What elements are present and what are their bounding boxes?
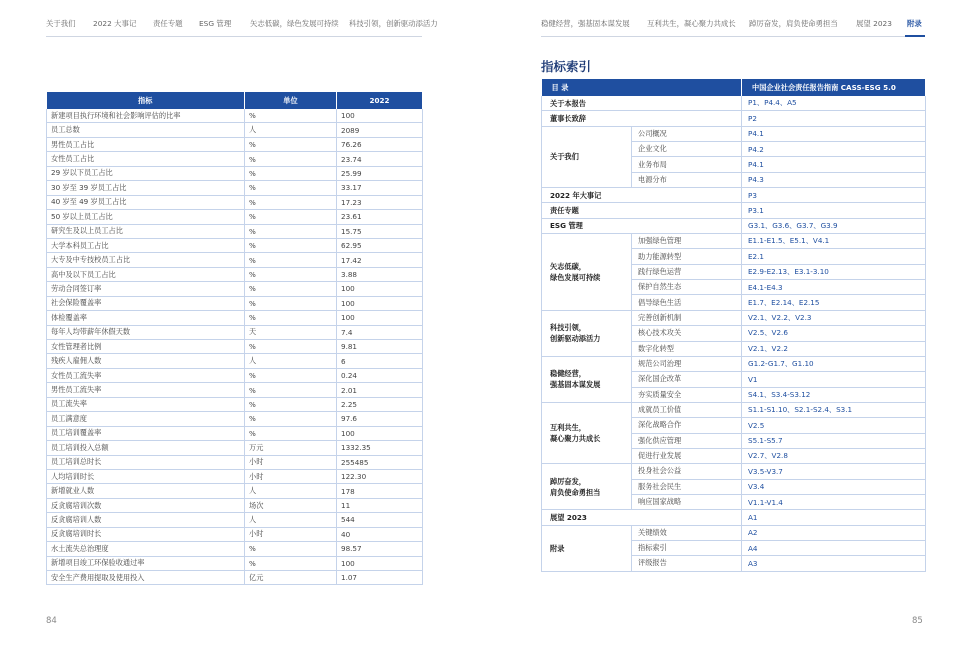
index-subsection-cell: 响应国家战略 xyxy=(632,494,742,509)
kpi-unit-cell: % xyxy=(245,238,337,252)
kpi-unit-cell: % xyxy=(245,137,337,151)
index-header-guideline: 中国企业社会责任报告指南 CASS-ESG 5.0 xyxy=(742,79,926,96)
kpi-unit-cell: % xyxy=(245,166,337,180)
kpi-value-cell: 76.26 xyxy=(337,137,423,151)
kpi-value-cell: 33.17 xyxy=(337,181,423,195)
kpi-value-cell: 178 xyxy=(337,484,423,498)
nav-active-indicator xyxy=(905,35,925,37)
index-ref-cell: P4.1 xyxy=(742,126,926,141)
kpi-value-cell: 98.57 xyxy=(337,542,423,556)
kpi-value-cell: 2.01 xyxy=(337,383,423,397)
kpi-table-row xyxy=(47,354,423,368)
kpi-table-row xyxy=(47,123,423,137)
kpi-unit-cell: % xyxy=(245,296,337,310)
index-ref-cell: V3.4 xyxy=(742,479,926,494)
kpi-indicator-cell: 新增就业人数 xyxy=(47,484,245,498)
kpi-unit-cell: % xyxy=(245,267,337,281)
index-subsection-cell: 深化国企改革 xyxy=(632,372,742,387)
kpi-value-cell: 3.88 xyxy=(337,267,423,281)
index-subsection-cell: 保护自然生态 xyxy=(632,280,742,295)
index-row xyxy=(542,203,926,218)
kpi-unit-cell: % xyxy=(245,383,337,397)
index-row xyxy=(542,96,926,111)
index-section-cell: ESG 管理 xyxy=(542,218,742,233)
index-row xyxy=(542,356,926,371)
index-ref-cell: P4.3 xyxy=(742,172,926,187)
kpi-indicator-cell: 员工满意度 xyxy=(47,412,245,426)
nav-green-development[interactable]: 矢志低碳，绿色发展可持续 xyxy=(250,19,339,28)
index-ref-cell: P3.1 xyxy=(742,203,926,218)
kpi-table-row xyxy=(47,152,423,166)
index-table-header xyxy=(542,79,926,96)
kpi-value-cell: 1.07 xyxy=(337,571,423,585)
kpi-indicator-cell: 高中及以下员工占比 xyxy=(47,267,245,281)
kpi-value-cell: 255485 xyxy=(337,455,423,469)
index-section-cell: 责任专题 xyxy=(542,203,742,218)
page-title: 指标索引 xyxy=(541,59,592,74)
kpi-table-row xyxy=(47,455,423,469)
kpi-indicator-cell: 男性员工流失率 xyxy=(47,383,245,397)
kpi-header-unit: 单位 xyxy=(245,92,337,109)
index-ref-cell: E2.9-E2.13、E3.1-3.10 xyxy=(742,264,926,279)
index-ref-cell: V2.7、V2.8 xyxy=(742,448,926,463)
kpi-indicator-cell: 劳动合同签订率 xyxy=(47,282,245,296)
kpi-indicator-cell: 社会保险覆盖率 xyxy=(47,296,245,310)
nav-mutual-benefit[interactable]: 互利共生，凝心聚力共成长 xyxy=(647,19,736,28)
kpi-unit-cell: 人 xyxy=(245,123,337,137)
index-ref-cell: S4.1、S3.4-S3.12 xyxy=(742,387,926,402)
kpi-unit-cell: % xyxy=(245,542,337,556)
index-subsection-cell: 践行绿色运营 xyxy=(632,264,742,279)
index-ref-cell: V1 xyxy=(742,372,926,387)
kpi-table-row xyxy=(47,412,423,426)
index-subsection-cell: 核心技术攻关 xyxy=(632,326,742,341)
kpi-table-row xyxy=(47,513,423,527)
kpi-value-cell: 100 xyxy=(337,296,423,310)
top-navigation xyxy=(0,14,969,40)
index-subsection-cell: 服务社会民生 xyxy=(632,479,742,494)
kpi-value-cell: 6 xyxy=(337,354,423,368)
nav-special-topic[interactable]: 责任专题 xyxy=(153,19,183,28)
kpi-table-row xyxy=(47,181,423,195)
kpi-table-row xyxy=(47,556,423,570)
index-ref-cell: V3.5-V3.7 xyxy=(742,464,926,479)
kpi-value-cell: 25.99 xyxy=(337,166,423,180)
kpi-value-cell: 100 xyxy=(337,311,423,325)
kpi-table-row xyxy=(47,166,423,180)
index-ref-cell: P2 xyxy=(742,111,926,126)
kpi-table-row xyxy=(47,253,423,267)
kpi-table-row xyxy=(47,224,423,238)
nav-innovation[interactable]: 科技引领，创新驱动添活力 xyxy=(349,19,438,28)
index-ref-cell: A1 xyxy=(742,510,926,525)
index-ref-cell: A3 xyxy=(742,556,926,571)
kpi-unit-cell: % xyxy=(245,224,337,238)
kpi-value-cell: 9.81 xyxy=(337,340,423,354)
index-row xyxy=(542,310,926,325)
index-subsection-cell: 强化供应管理 xyxy=(632,433,742,448)
kpi-table-row xyxy=(47,426,423,440)
kpi-table-row xyxy=(47,340,423,354)
kpi-unit-cell: 小时 xyxy=(245,527,337,541)
nav-divider-right xyxy=(541,36,925,37)
kpi-table-row xyxy=(47,311,423,325)
kpi-table-header xyxy=(47,92,423,109)
kpi-indicator-cell: 残疾人雇佣人数 xyxy=(47,354,245,368)
nav-esg-management[interactable]: ESG 管理 xyxy=(199,19,232,28)
index-subsection-cell: 深化战略合作 xyxy=(632,418,742,433)
index-subsection-cell: 规范公司治理 xyxy=(632,356,742,371)
index-row xyxy=(542,218,926,233)
nav-mission[interactable]: 踔厉奋发，肩负使命勇担当 xyxy=(749,19,838,28)
nav-appendix[interactable]: 附录 xyxy=(907,19,922,28)
index-subsection-cell: 倡导绿色生活 xyxy=(632,295,742,310)
kpi-unit-cell: % xyxy=(245,368,337,382)
kpi-value-cell: 100 xyxy=(337,556,423,570)
kpi-indicator-cell: 50 岁以上员工占比 xyxy=(47,210,245,224)
kpi-value-cell: 97.6 xyxy=(337,412,423,426)
index-ref-cell: S1.1-S1.10、S2.1-S2.4、S3.1 xyxy=(742,402,926,417)
kpi-value-cell: 1332.35 xyxy=(337,441,423,455)
index-subsection-cell: 业务布局 xyxy=(632,157,742,172)
index-row xyxy=(542,126,926,141)
index-subsection-cell: 指标索引 xyxy=(632,540,742,555)
nav-divider-left xyxy=(46,36,422,37)
index-subsection-cell: 成就员工价值 xyxy=(632,402,742,417)
index-subsection-cell: 投身社会公益 xyxy=(632,464,742,479)
kpi-value-cell: 23.74 xyxy=(337,152,423,166)
index-section-cell: 科技引领， 创新驱动添活力 xyxy=(542,310,632,356)
index-subsection-cell: 夯实质量安全 xyxy=(632,387,742,402)
kpi-unit-cell: 亿元 xyxy=(245,571,337,585)
kpi-value-cell: 100 xyxy=(337,109,423,123)
kpi-table xyxy=(46,92,423,585)
kpi-unit-cell: % xyxy=(245,181,337,195)
kpi-indicator-cell: 女性员工占比 xyxy=(47,152,245,166)
kpi-table-row xyxy=(47,469,423,483)
index-row xyxy=(542,510,926,525)
kpi-value-cell: 100 xyxy=(337,426,423,440)
kpi-indicator-cell: 人均培训时长 xyxy=(47,469,245,483)
kpi-unit-cell: % xyxy=(245,556,337,570)
kpi-value-cell: 7.4 xyxy=(337,325,423,339)
kpi-indicator-cell: 反贪腐培训人数 xyxy=(47,513,245,527)
index-subsection-cell: 公司概况 xyxy=(632,126,742,141)
index-subsection-cell: 企业文化 xyxy=(632,142,742,157)
kpi-value-cell: 17.23 xyxy=(337,195,423,209)
index-section-cell: 关于本报告 xyxy=(542,96,742,111)
index-ref-cell: P4.2 xyxy=(742,142,926,157)
kpi-value-cell: 62.95 xyxy=(337,238,423,252)
kpi-value-cell: 17.42 xyxy=(337,253,423,267)
index-section-cell: 董事长致辞 xyxy=(542,111,742,126)
kpi-header-indicator: 指标 xyxy=(47,92,245,109)
kpi-table-row xyxy=(47,195,423,209)
kpi-unit-cell: % xyxy=(245,253,337,267)
kpi-unit-cell: 小时 xyxy=(245,469,337,483)
kpi-value-cell: 40 xyxy=(337,527,423,541)
index-subsection-cell: 数字化转型 xyxy=(632,341,742,356)
kpi-value-cell: 2.25 xyxy=(337,397,423,411)
index-ref-cell: V2.1、V2.2 xyxy=(742,341,926,356)
index-section-cell: 稳健经营， 强基固本谋发展 xyxy=(542,356,632,402)
index-ref-cell: S5.1-S5.7 xyxy=(742,433,926,448)
kpi-value-cell: 100 xyxy=(337,282,423,296)
kpi-indicator-cell: 员工培训总时长 xyxy=(47,455,245,469)
kpi-value-cell: 15.75 xyxy=(337,224,423,238)
kpi-indicator-cell: 每年人均带薪年休假天数 xyxy=(47,325,245,339)
index-ref-cell: V2.1、V2.2、V2.3 xyxy=(742,310,926,325)
kpi-unit-cell: 人 xyxy=(245,484,337,498)
kpi-table-row xyxy=(47,383,423,397)
index-ref-cell: E4.1-E4.3 xyxy=(742,280,926,295)
kpi-value-cell: 544 xyxy=(337,513,423,527)
index-ref-cell: P4.1 xyxy=(742,157,926,172)
kpi-table-row xyxy=(47,267,423,281)
index-header-contents: 目 录 xyxy=(542,79,742,96)
kpi-table-row xyxy=(47,542,423,556)
index-subsection-cell: 完善创新机制 xyxy=(632,310,742,325)
index-ref-cell: E2.1 xyxy=(742,249,926,264)
index-row xyxy=(542,188,926,203)
kpi-indicator-cell: 体检覆盖率 xyxy=(47,311,245,325)
kpi-indicator-cell: 29 岁以下员工占比 xyxy=(47,166,245,180)
kpi-table-row xyxy=(47,137,423,151)
index-ref-cell: P1、P4.4、A5 xyxy=(742,96,926,111)
kpi-unit-cell: % xyxy=(245,311,337,325)
index-ref-cell: V2.5、V2.6 xyxy=(742,326,926,341)
kpi-table-row xyxy=(47,571,423,585)
index-ref-cell: E1.7、E2.14、E2.15 xyxy=(742,295,926,310)
index-subsection-cell: 助力能源转型 xyxy=(632,249,742,264)
index-subsection-cell: 加强绿色管理 xyxy=(632,234,742,249)
kpi-table-row xyxy=(47,282,423,296)
kpi-unit-cell: % xyxy=(245,340,337,354)
kpi-indicator-cell: 员工总数 xyxy=(47,123,245,137)
kpi-indicator-cell: 30 岁至 39 岁员工占比 xyxy=(47,181,245,195)
kpi-unit-cell: 人 xyxy=(245,513,337,527)
index-section-cell: 关于我们 xyxy=(542,126,632,187)
index-row xyxy=(542,464,926,479)
kpi-unit-cell: % xyxy=(245,397,337,411)
kpi-unit-cell: % xyxy=(245,210,337,224)
kpi-value-cell: 0.24 xyxy=(337,368,423,382)
index-row xyxy=(542,111,926,126)
page-number-right: 85 xyxy=(912,616,923,626)
kpi-unit-cell: 万元 xyxy=(245,441,337,455)
kpi-table-row xyxy=(47,484,423,498)
kpi-indicator-cell: 水土流失总治理度 xyxy=(47,542,245,556)
index-ref-cell: V1.1-V1.4 xyxy=(742,494,926,509)
index-ref-cell: P3 xyxy=(742,188,926,203)
index-section-cell: 2022 年大事记 xyxy=(542,188,742,203)
kpi-indicator-cell: 男性员工占比 xyxy=(47,137,245,151)
index-ref-cell: G3.1、G3.6、G3.7、G3.9 xyxy=(742,218,926,233)
kpi-header-year: 2022 xyxy=(337,92,423,109)
kpi-table-row xyxy=(47,498,423,512)
kpi-indicator-cell: 新建项目执行环境和社会影响评估的比率 xyxy=(47,109,245,123)
kpi-table-row xyxy=(47,109,423,123)
kpi-value-cell: 23.61 xyxy=(337,210,423,224)
index-table xyxy=(541,79,926,572)
index-row xyxy=(542,525,926,540)
index-subsection-cell: 电源分布 xyxy=(632,172,742,187)
kpi-unit-cell: % xyxy=(245,412,337,426)
kpi-value-cell: 2089 xyxy=(337,123,423,137)
index-ref-cell: E1.1-E1.5、E5.1、V4.1 xyxy=(742,234,926,249)
kpi-unit-cell: 天 xyxy=(245,325,337,339)
kpi-unit-cell: % xyxy=(245,195,337,209)
kpi-indicator-cell: 员工培训覆盖率 xyxy=(47,426,245,440)
nav-milestones[interactable]: 2022 大事记 xyxy=(93,19,137,28)
page-number-left: 84 xyxy=(46,616,57,626)
index-section-cell: 踔厉奋发， 肩负使命勇担当 xyxy=(542,464,632,510)
kpi-indicator-cell: 新增项目竣工环保验收通过率 xyxy=(47,556,245,570)
kpi-indicator-cell: 女性管理者比例 xyxy=(47,340,245,354)
kpi-unit-cell: % xyxy=(245,109,337,123)
kpi-indicator-cell: 反贪腐培训次数 xyxy=(47,498,245,512)
kpi-unit-cell: 人 xyxy=(245,354,337,368)
kpi-table-row xyxy=(47,397,423,411)
kpi-table-row xyxy=(47,325,423,339)
nav-steady-operation[interactable]: 稳健经营，强基固本谋发展 xyxy=(541,19,630,28)
kpi-unit-cell: 小时 xyxy=(245,455,337,469)
kpi-table-row xyxy=(47,296,423,310)
kpi-unit-cell: % xyxy=(245,152,337,166)
index-section-cell: 互利共生， 凝心聚力共成长 xyxy=(542,402,632,463)
index-ref-cell: A2 xyxy=(742,525,926,540)
index-section-cell: 矢志低碳， 绿色发展可持续 xyxy=(542,234,632,311)
index-row xyxy=(542,402,926,417)
nav-about-us[interactable]: 关于我们 xyxy=(46,19,76,28)
kpi-table-row xyxy=(47,441,423,455)
kpi-table-row xyxy=(47,210,423,224)
kpi-unit-cell: % xyxy=(245,426,337,440)
kpi-indicator-cell: 研究生及以上员工占比 xyxy=(47,224,245,238)
kpi-indicator-cell: 员工培训投入总额 xyxy=(47,441,245,455)
kpi-indicator-cell: 反贪腐培训时长 xyxy=(47,527,245,541)
kpi-table-row xyxy=(47,238,423,252)
index-section-cell: 附录 xyxy=(542,525,632,571)
kpi-unit-cell: 场次 xyxy=(245,498,337,512)
index-subsection-cell: 促进行业发展 xyxy=(632,448,742,463)
kpi-indicator-cell: 员工流失率 xyxy=(47,397,245,411)
index-subsection-cell: 关键绩效 xyxy=(632,525,742,540)
index-subsection-cell: 评级报告 xyxy=(632,556,742,571)
kpi-indicator-cell: 女性员工流失率 xyxy=(47,368,245,382)
kpi-indicator-cell: 40 岁至 49 岁员工占比 xyxy=(47,195,245,209)
nav-outlook-2023[interactable]: 展望 2023 xyxy=(856,19,892,28)
kpi-indicator-cell: 安全生产费用提取及使用投入 xyxy=(47,571,245,585)
index-ref-cell: A4 xyxy=(742,540,926,555)
kpi-indicator-cell: 大学本科员工占比 xyxy=(47,238,245,252)
kpi-unit-cell: % xyxy=(245,282,337,296)
index-section-cell: 展望 2023 xyxy=(542,510,742,525)
kpi-value-cell: 11 xyxy=(337,498,423,512)
kpi-table-row xyxy=(47,368,423,382)
index-ref-cell: G1.2-G1.7、G1.10 xyxy=(742,356,926,371)
kpi-value-cell: 122.30 xyxy=(337,469,423,483)
kpi-indicator-cell: 大专及中专技校员工占比 xyxy=(47,253,245,267)
index-ref-cell: V2.5 xyxy=(742,418,926,433)
kpi-table-row xyxy=(47,527,423,541)
index-row xyxy=(542,234,926,249)
